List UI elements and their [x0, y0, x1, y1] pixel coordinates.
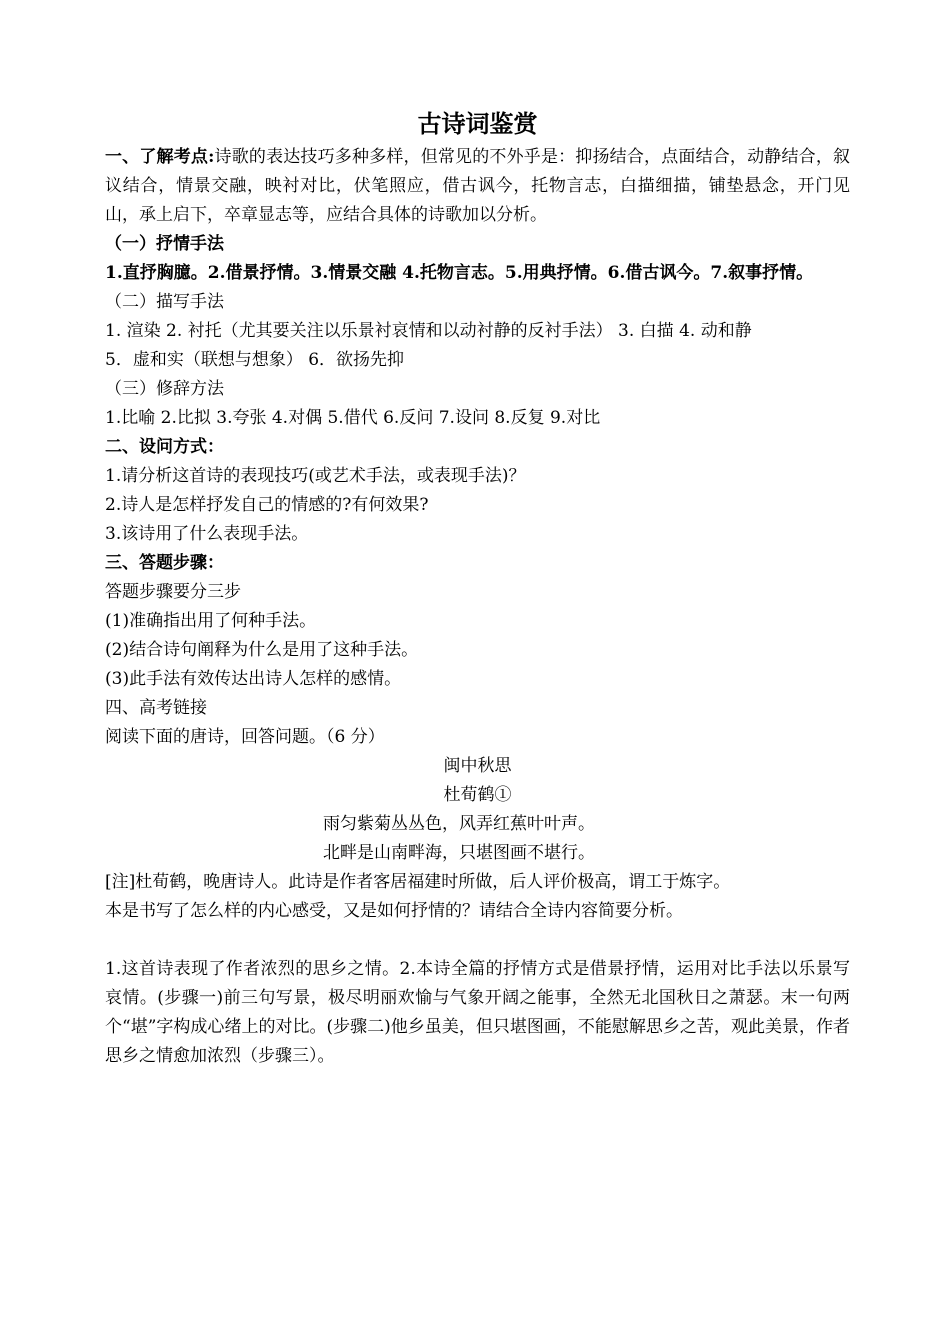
sub1-items: 1.直抒胸臆。2.借景抒情。3.情景交融 4.托物言志。5.用典抒情。6.借古讽今。7.叙事抒情。 [105, 263, 814, 283]
exam-prompt: 阅读下面的唐诗，回答问题。（6 分） [105, 727, 385, 747]
exam-question: 本是书写了怎么样的内心感受，又是如何抒情的？请结合全诗内容简要分析。 [105, 901, 683, 921]
step-3: (3)此手法有效传达出诗人怎样的感情。 [105, 669, 402, 689]
poem-note: [注]杜荀鹤，晚唐诗人。此诗是作者客居福建时所做，后人评价极高，谓工于炼字。 [105, 872, 731, 892]
section1-paragraph [105, 143, 850, 230]
section2-heading: 二、设问方式： [105, 437, 224, 457]
sub2-line2: 5．虚和实（联想与想象） 6．欲扬先抑 [105, 350, 405, 370]
section1-text: 诗歌的表达技巧多种多样，但常见的不外乎是：抑扬结合，点面结合，动静结合，叙议结合，情景交融，映衬对比，伏笔照应，借古讽今，托物言志，白描细描，铺垫悬念，开门见山，承上启下，卒章显志等，应结合具体的诗歌加以分析。 [105, 147, 850, 225]
document-page [105, 105, 850, 1071]
sub3-heading: （三）修辞方法 [105, 379, 224, 399]
steps-intro: 答题步骤要分三步 [105, 582, 241, 602]
answer-paragraph: 1.这首诗表现了作者浓烈的思乡之情。2.本诗全篇的抒情方式是借景抒情，运用对比手法以乐景写哀情。(步骤一)前三句写景，极尽明丽欢愉与气象开阔之能事，全然无北国秋日之萧瑟。末一句两个“堪”字构成心绪上的对比。(步骤二)他乡虽美，但只堪图画，不能慰解思乡之苦，观此美景，作者思乡之情愈加浓烈（步骤三）。 [105, 959, 850, 1066]
question-1: 1.请分析这首诗的表现技巧(或艺术手法，或表现手法)？ [105, 466, 526, 486]
sub3-items: 1.比喻 2.比拟 3.夸张 4.对偶 5.借代 6.反问 7.设问 8.反复 9.对比 [105, 408, 601, 428]
poem-author: 杜荀鹤① [443, 785, 512, 805]
section1-heading: 一、了解考点: [105, 147, 215, 167]
sub1-heading: （一）抒情手法 [105, 234, 224, 254]
question-3: 3.该诗用了什么表现手法。 [105, 524, 309, 544]
poem-title: 闽中秋思 [443, 756, 512, 776]
section4-heading: 四、高考链接 [105, 698, 207, 718]
section3-heading: 三、答题步骤： [105, 553, 224, 573]
step-1: (1)准确指出用了何种手法。 [105, 611, 317, 631]
poem-line-1: 雨匀紫菊丛丛色，风弄红蕉叶叶声。 [323, 814, 595, 834]
sub2-heading: （二）描写手法 [105, 292, 224, 312]
page-title: 古诗词鉴赏 [417, 109, 538, 138]
step-2: (2)结合诗句阐释为什么是用了这种手法。 [105, 640, 419, 660]
sub2-line1: 1. 渲染 2. 衬托（尤其要关注以乐景衬哀情和以动衬静的反衬手法） 3. 白描 4. 动和静 [105, 321, 752, 341]
blank-line [105, 926, 850, 955]
question-2: 2.诗人是怎样抒发自己的情感的?有何效果? [105, 495, 429, 515]
poem-line-2: 北畔是山南畔海，只堪图画不堪行。 [323, 843, 595, 863]
